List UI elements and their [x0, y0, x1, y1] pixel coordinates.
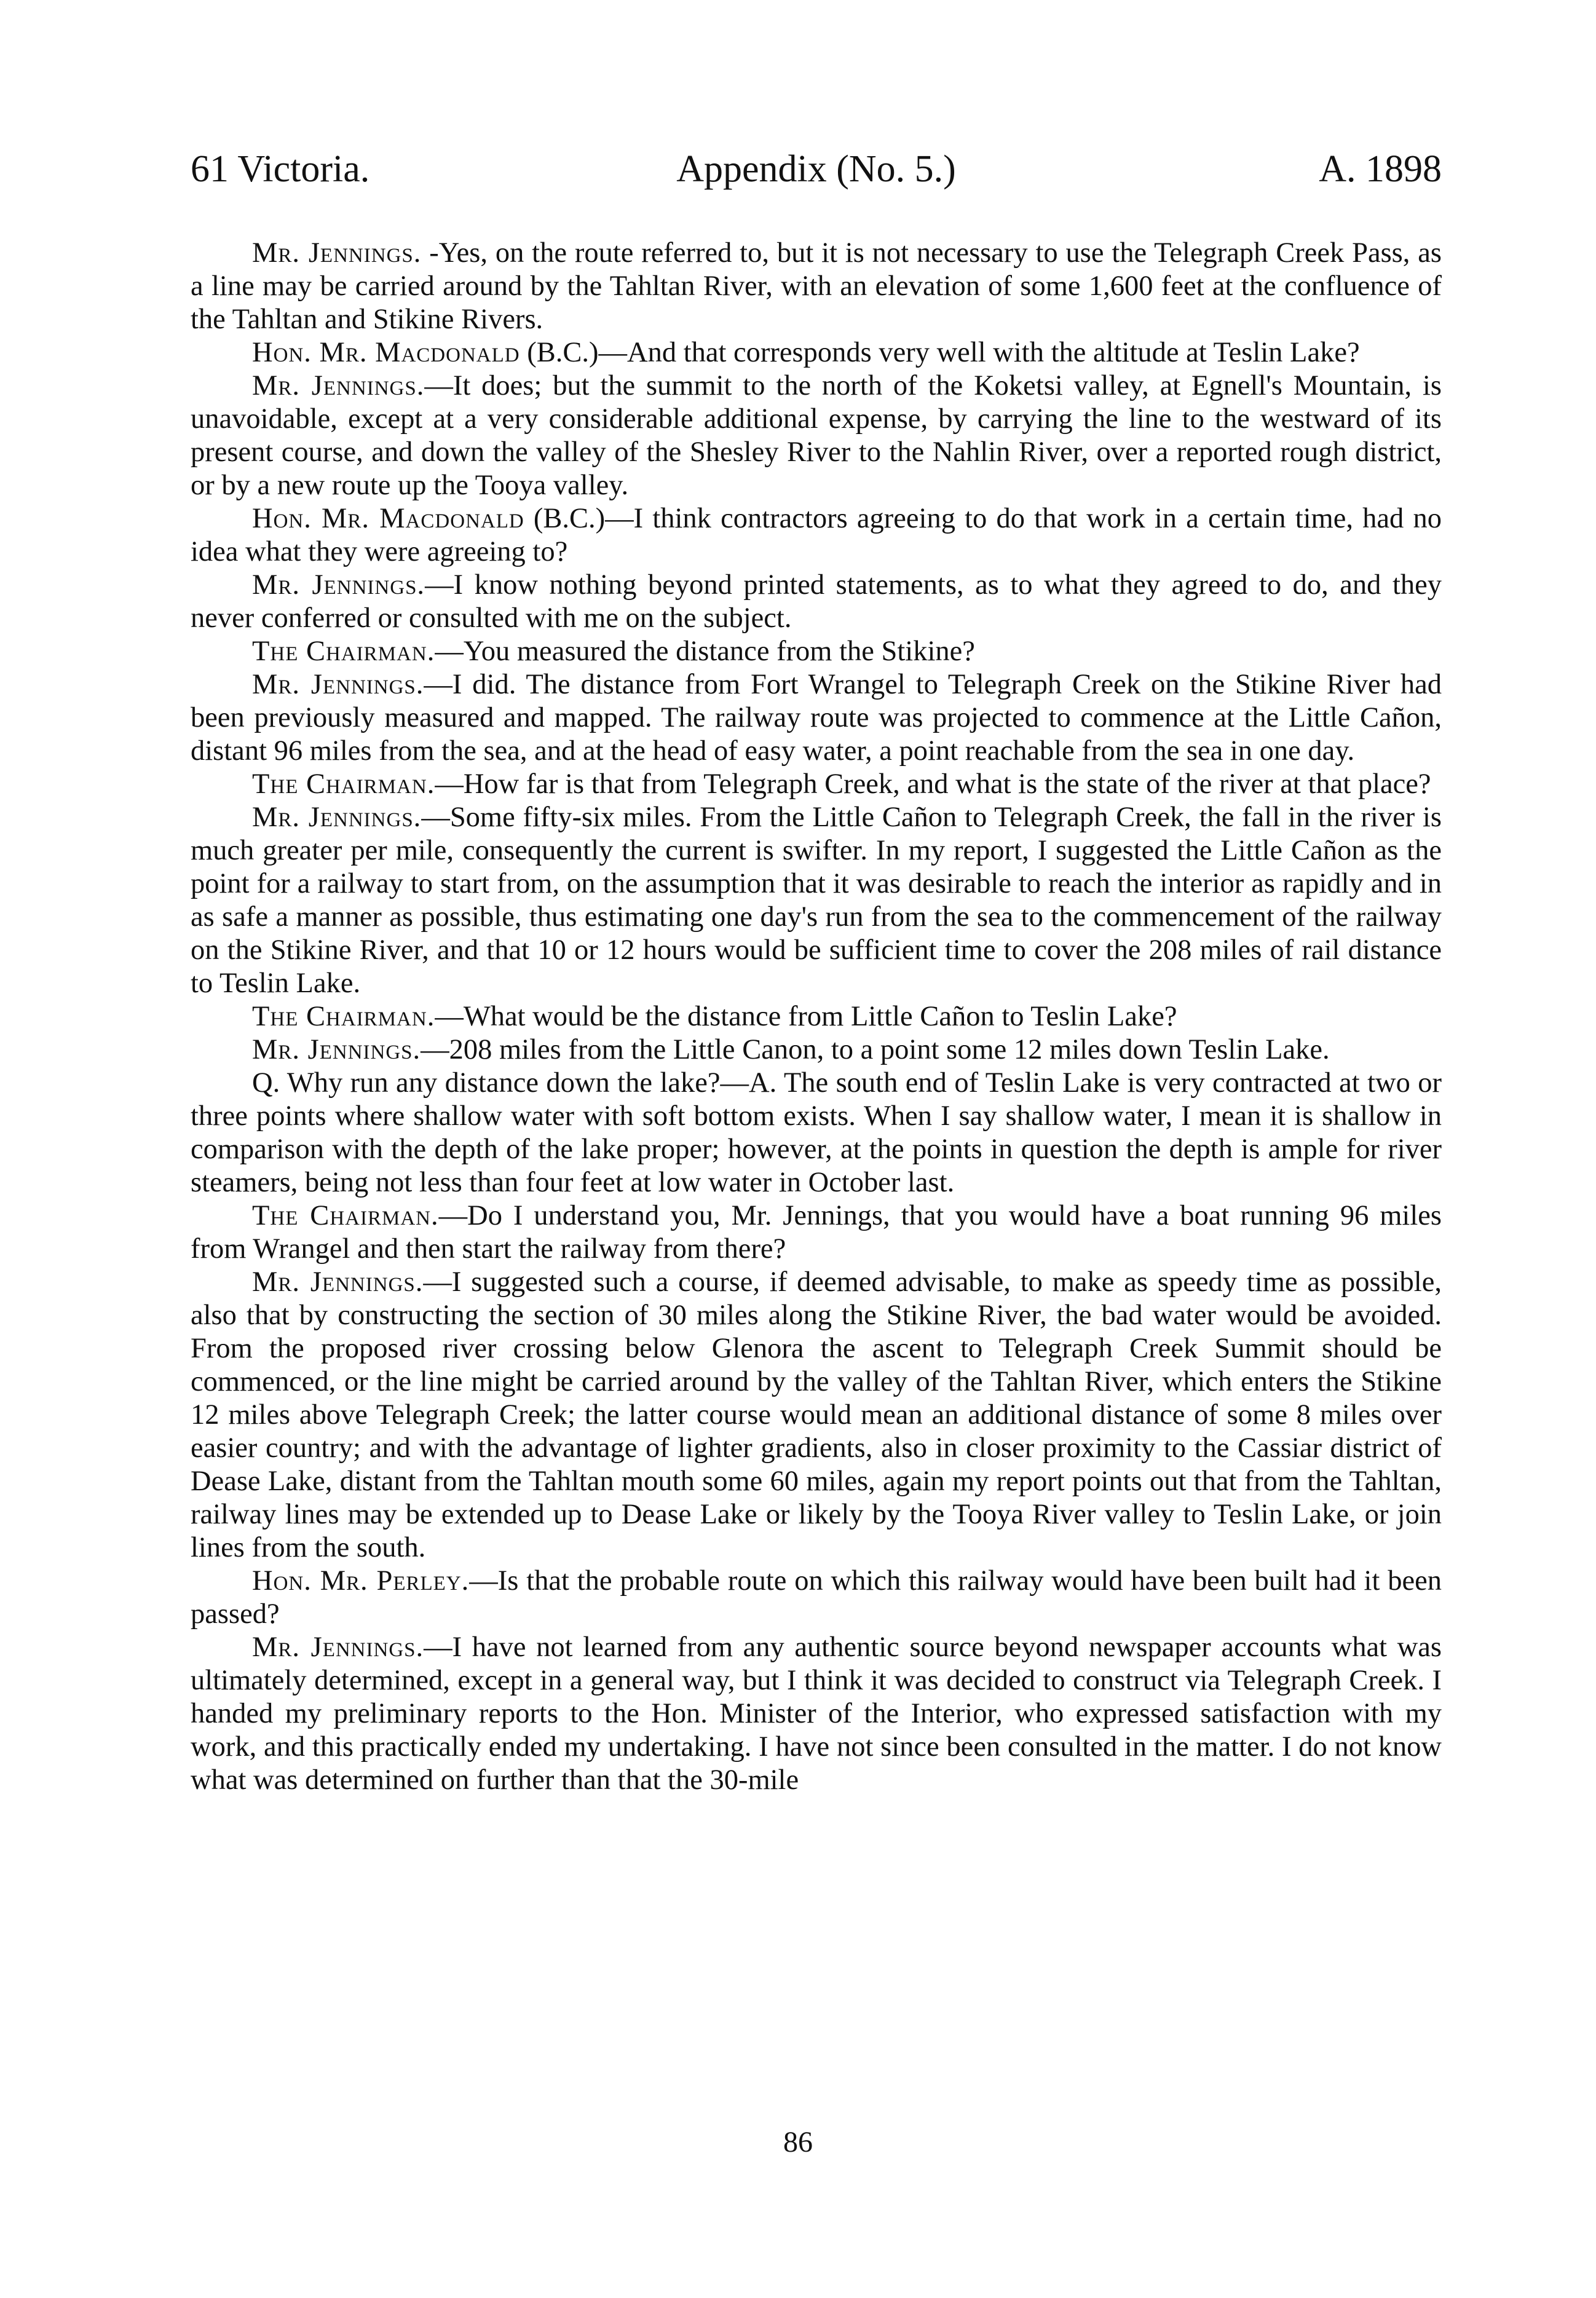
speaker-name: Mr. Jennings.: [252, 370, 425, 401]
paragraph-text: (B.C.)—And that corresponds very well with the altitude at Teslin Lake?: [519, 337, 1360, 368]
question-answer-paragraph: [191, 1067, 1442, 1199]
speaker-name: The Chairman.: [252, 1001, 435, 1032]
testimony-paragraph: [191, 569, 1442, 635]
speaker-name: Mr. Jennings.: [252, 237, 422, 269]
speaker-name: Hon. Mr. Macdonald: [252, 337, 520, 368]
page-header: [191, 141, 1442, 197]
paragraph-text: —I know nothing beyond printed statements, as to what they agreed to do, and they never conferred or consulted with me on the subject.: [191, 569, 1442, 634]
speaker-name: Mr. Jennings.: [252, 802, 422, 833]
testimony-paragraph: [191, 801, 1442, 1000]
testimony-paragraph: [191, 369, 1442, 502]
testimony-paragraph: [191, 768, 1442, 801]
testimony-paragraph: [191, 1000, 1442, 1033]
testimony-paragraph: [191, 668, 1442, 768]
paragraph-text: —Do I understand you, Mr. Jennings, that you would have a boat running 96 miles from Wrangel and then start the railway from there?: [191, 1200, 1442, 1265]
paragraph-text: —What would be the distance from Little Cañon to Teslin Lake?: [435, 1001, 1177, 1032]
paragraph-text: —Is that the probable route on which this railway would have been built had it been passed?: [191, 1565, 1442, 1630]
speaker-name: Mr. Jennings.: [252, 1266, 424, 1298]
testimony-paragraph: [191, 1266, 1442, 1565]
paragraph-text: —I have not learned from any authentic source beyond newspaper accounts what was ultimately determined, except in a general way, but I think it was decided to construct via Telegraph Creek. I handed my preliminary reports to the Hon. Minister of the Interior, who expressed satisfaction with my work, and this practically ended my undertaking. I have not since been consulted in the matter. I do not know what was determined on further than that the 30-mile: [191, 1632, 1442, 1796]
testimony-paragraph: [191, 237, 1442, 336]
testimony-paragraph: [191, 1033, 1442, 1067]
speaker-name: Hon. Mr. Macdonald: [252, 503, 524, 534]
paragraph-text: —How far is that from Telegraph Creek, and what is the state of the river at that place?: [435, 768, 1431, 800]
speaker-name: Mr. Jennings.: [252, 1034, 421, 1065]
paragraph-text: —I suggested such a course, if deemed advisable, to make as speedy time as possible, also that by constructing the section of 30 miles along the Stikine River, the bad water would be avoided. From the proposed river crossing below Glenora the ascent to Telegraph Creek Summit should be commenced, or the line might be carried around by the valley of the Tahltan River, which enters the Stikine 12 miles above Telegraph Creek; the latter course would mean an additional distance of some 8 miles over easier country; and with the advantage of lighter gradients, also in closer proximity to the Cassiar district of Dease Lake, distant from the Tahltan mouth some 60 miles, again my report points out that from the Tahltan, railway lines may be extended up to Dease Lake or likely by the Tooya River valley to Teslin Lake, or join lines from the south.: [191, 1266, 1442, 1563]
speaker-name: The Chairman.: [252, 636, 435, 667]
paragraph-text: (B.C.)—I think contractors agreeing to do that work in a certain time, had no idea what they were agreeing to?: [191, 503, 1442, 567]
speaker-name: The Chairman.: [252, 1200, 439, 1231]
page-number: 86: [783, 2126, 813, 2158]
speaker-name: Mr. Jennings.: [252, 1632, 424, 1663]
paragraph-text: —Some fifty-six miles. From the Little Cañon to Telegraph Creek, the fall in the river is much greater per mile, consequently the current is swifter. In my report, I suggested the Little Cañon as the point for a railway to start from, on the assumption that it was desirable to reach the interior as rapidly and in as safe a manner as possible, thus estimating one day's run from the sea to the commencement of the railway on the Stikine River, and that 10 or 12 hours would be sufficient time to cover the 208 miles of rail distance to Teslin Lake.: [191, 802, 1442, 999]
paragraph-text: -Yes, on the route referred to, but it is not necessary to use the Telegraph Creek Pass, as a line may be carried around by the Tahltan River, with an elevation of some 1,600 feet at the confluence of the Tahltan and Stikine Rivers.: [191, 237, 1442, 335]
speaker-name: Mr. Jennings.: [252, 669, 424, 700]
paragraph-text: —It does; but the summit to the north of the Koketsi valley, at Egnell's Mountain, is unavoidable, except at a very considerable additional expense, by carrying the line to the westward of its present course, and down the valley of the Shesley River to the Nahlin River, over a reported rough district, or by a new route up the Tooya valley.: [191, 370, 1442, 501]
testimony-body: [191, 237, 1442, 1797]
speaker-name: Hon. Mr. Perley.: [252, 1565, 470, 1597]
testimony-paragraph: [191, 1631, 1442, 1797]
paragraph-text: —I did. The distance from Fort Wrangel to Telegraph Creek on the Stikine River had been previously measured and mapped. The railway route was projected to commence at the Little Cañon, distant 96 miles from the sea, and at the head of easy water, a point reachable from the sea in one day.: [191, 669, 1442, 767]
testimony-paragraph: [191, 1199, 1442, 1266]
speaker-name: The Chairman.: [252, 768, 435, 800]
speaker-name: Mr. Jennings.: [252, 569, 425, 601]
paragraph-text: Q. Why run any distance down the lake?—A. The south end of Teslin Lake is very contracted at two or three points where shallow water with soft bottom exists. When I say shallow water, I mean it is shallow in comparison with the depth of the lake proper; however, at the points in question the depth is ample for river steamers, being not less than four feet at low water in October last.: [191, 1067, 1442, 1198]
testimony-paragraph: [191, 635, 1442, 668]
testimony-paragraph: [191, 502, 1442, 569]
paragraph-text: —You measured the distance from the Stikine?: [435, 636, 975, 667]
testimony-paragraph: [191, 336, 1442, 369]
header-appendix: Appendix (No. 5.): [676, 148, 956, 190]
header-year: A. 1898: [1319, 148, 1442, 190]
header-session: 61 Victoria.: [191, 148, 370, 190]
paragraph-text: —208 miles from the Little Canon, to a point some 12 miles down Teslin Lake.: [421, 1034, 1330, 1065]
testimony-paragraph: [191, 1565, 1442, 1631]
